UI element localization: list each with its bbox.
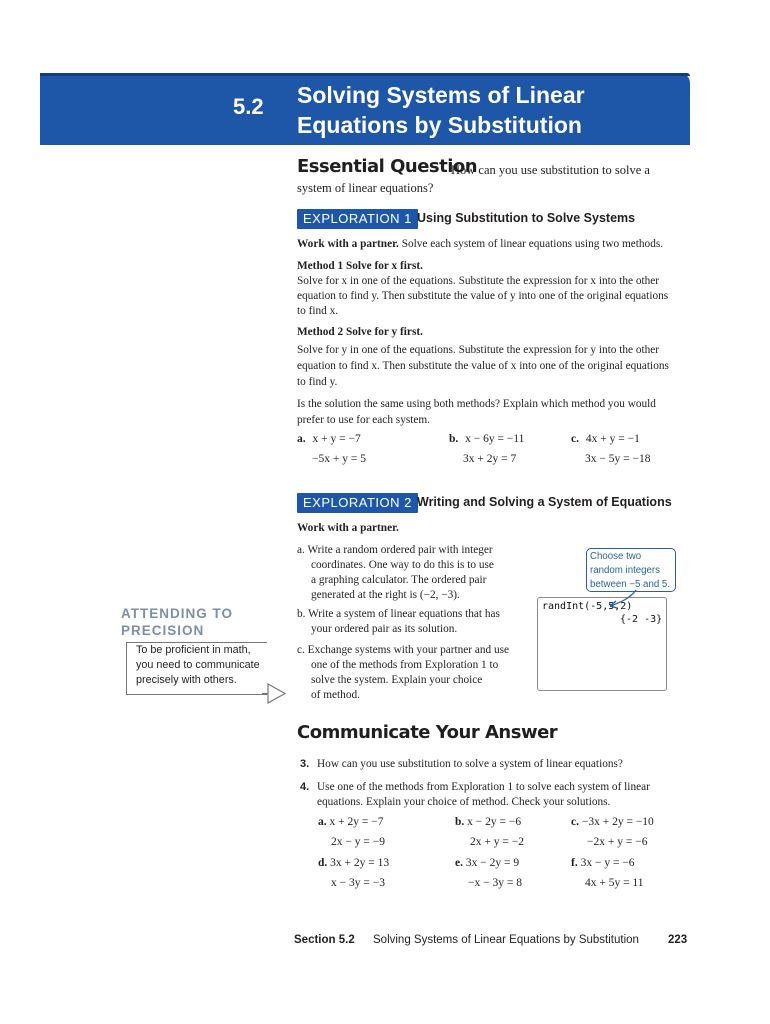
- sidebar-heading-line: ATTENDING TO: [121, 606, 233, 621]
- essential-question-text-line2: system of linear equations?: [297, 181, 434, 195]
- exploration1-instructions: [297, 237, 663, 252]
- exploration2-instructions: Work with a partner.: [297, 522, 399, 534]
- exploration1-tab: EXPLORATION 1: [297, 209, 418, 229]
- part-line: b. Write a system of linear equations that has: [297, 608, 500, 620]
- system-label: d.: [318, 857, 328, 869]
- system-equation: 3x + 2y = 13: [330, 857, 390, 869]
- system-label: b.: [455, 816, 465, 828]
- exploration1-instruction-text: Solve each system of linear equations using two methods.: [398, 238, 664, 250]
- q4-system-d: [318, 857, 389, 869]
- exploration2-part-b: [297, 607, 527, 637]
- system-equation: 4x + 5y = 11: [585, 877, 644, 889]
- q4-system-c: [571, 816, 654, 828]
- question-3: [300, 757, 623, 772]
- system-equation: 3x + 2y = 7: [463, 453, 517, 465]
- footer-section: Section 5.2: [294, 934, 355, 946]
- work-with-partner-label: Work with a partner.: [297, 238, 399, 250]
- callout-line: random integers: [590, 565, 661, 576]
- system-equation: 3x − 2y = 9: [465, 857, 520, 869]
- system-equation: x − 2y = −6: [467, 816, 522, 828]
- part-line: one of the methods from Exploration 1 to: [311, 659, 499, 671]
- section-title: [297, 80, 677, 140]
- exploration2-tab: EXPLORATION 2: [297, 493, 418, 513]
- method2-body: [297, 342, 677, 390]
- sidebar-heading-line: PRECISION: [121, 623, 205, 638]
- part-line: solve the system. Explain your choice: [311, 674, 483, 686]
- question-4: [300, 780, 680, 810]
- system-label: c.: [571, 816, 579, 828]
- system-equation: −2x + y = −6: [587, 836, 648, 848]
- system-equation: x − 3y = −3: [331, 877, 385, 889]
- sidebar-line: To be proficient in math,: [136, 644, 251, 656]
- system-label: e.: [455, 857, 463, 869]
- exploration2-title: Writing and Solving a System of Equations: [417, 495, 672, 509]
- system-label: a.: [318, 816, 327, 828]
- footer-title: Solving Systems of Linear Equations by Substitution: [373, 934, 639, 946]
- sidebar-line: you need to communicate: [136, 659, 260, 671]
- system-equation: 3x − y = −6: [580, 857, 635, 869]
- system-equation: 3x − 5y = −18: [585, 453, 651, 465]
- method1-line: Solve for x in one of the equations. Substitute the expression for x into the other: [297, 275, 660, 287]
- system-label: f.: [571, 857, 578, 869]
- q4-system-e: [455, 857, 519, 869]
- exploration2-part-c: [297, 643, 527, 703]
- method2-line: to find y.: [297, 376, 338, 388]
- system-equation: 2x − y = −9: [331, 836, 385, 848]
- method2-line: equation to find x. Then substitute the value of x into one of the original equations: [297, 360, 669, 372]
- callout-arrow-icon: [600, 588, 640, 612]
- part-line: a. Write a random ordered pair with integer: [297, 544, 493, 556]
- section-title-line1: Solving Systems of Linear: [297, 82, 585, 108]
- communicate-heading: Communicate Your Answer: [297, 722, 558, 743]
- question-text: How can you use substitution to solve a system of linear equations?: [317, 758, 623, 770]
- sidebar-line: precisely with others.: [136, 674, 237, 686]
- system-equation: x − 6y = −11: [465, 433, 525, 445]
- page-number: 223: [668, 934, 688, 946]
- essential-question-heading: Essential Question: [297, 156, 478, 177]
- banner-top-edge: [40, 73, 690, 76]
- method1-body: [297, 274, 677, 319]
- question-text: Use one of the methods from Exploration 1 to solve each system of linear: [317, 781, 650, 793]
- system-equation: 2x + y = −2: [470, 836, 524, 848]
- system-equation: −3x + 2y = −10: [581, 816, 654, 828]
- q4-system-b: [455, 816, 521, 828]
- essential-question-text-line1: How can you use substitution to solve a: [451, 163, 650, 177]
- method2-heading: Method 2 Solve for y first.: [297, 326, 423, 338]
- system-equation: −5x + y = 5: [312, 453, 366, 465]
- system-equation: 4x + y = −1: [585, 433, 640, 445]
- exploration1-system-b: [449, 433, 524, 445]
- exploration1-system-c: [571, 433, 640, 445]
- exploration2-part-a: [297, 543, 527, 603]
- question-text: equations. Explain your choice of method. Check your solutions.: [317, 796, 611, 808]
- method1-line: to find x.: [297, 305, 339, 317]
- exploration1-system-a: [297, 433, 361, 445]
- system-label: a.: [297, 433, 306, 445]
- system-equation: −x − 3y = 8: [468, 877, 522, 889]
- question-line: Is the solution the same using both methods? Explain which method you would: [297, 398, 656, 410]
- exploration1-title: Using Substitution to Solve Systems: [417, 211, 636, 225]
- sidebar-arrow-icon: [262, 682, 288, 706]
- sidebar-text: [136, 643, 276, 688]
- exploration1-question: [297, 396, 677, 428]
- part-line: a graphing calculator. The ordered pair: [311, 574, 487, 586]
- sidebar-heading: [121, 605, 233, 639]
- callout-line: Choose two: [590, 551, 642, 562]
- q4-system-f: [571, 857, 635, 869]
- part-line: coordinates. One way to do this is to use: [311, 559, 494, 571]
- part-line: c. Exchange systems with your partner and use: [297, 644, 510, 656]
- method1-heading: Method 1 Solve for x first.: [297, 260, 423, 272]
- callout-text: [590, 550, 676, 592]
- question-line: prefer to use for each system.: [297, 414, 430, 426]
- system-equation: x + y = −7: [312, 433, 361, 445]
- calculator-result: {-2 -3}: [620, 614, 663, 625]
- section-title-line2: Equations by Substitution: [297, 112, 582, 138]
- system-label: b.: [449, 433, 459, 445]
- section-number: 5.2: [233, 94, 264, 119]
- calculator-command: randInt(-5,5,2): [542, 601, 633, 612]
- callout-line: between −5 and 5.: [590, 579, 670, 590]
- question-number: 4.: [300, 781, 310, 793]
- system-equation: x + 2y = −7: [329, 816, 384, 828]
- q4-system-a: [318, 816, 383, 828]
- question-number: 3.: [300, 758, 310, 770]
- part-line: your ordered pair as its solution.: [311, 623, 458, 635]
- part-line: generated at the right is (−2, −3).: [311, 589, 460, 601]
- method1-line: equation to find y. Then substitute the value of y into one of the original equations: [297, 290, 669, 302]
- method2-line: Solve for y in one of the equations. Substitute the expression for y into the other: [297, 344, 660, 356]
- system-label: c.: [571, 433, 579, 445]
- part-line: of method.: [311, 689, 360, 701]
